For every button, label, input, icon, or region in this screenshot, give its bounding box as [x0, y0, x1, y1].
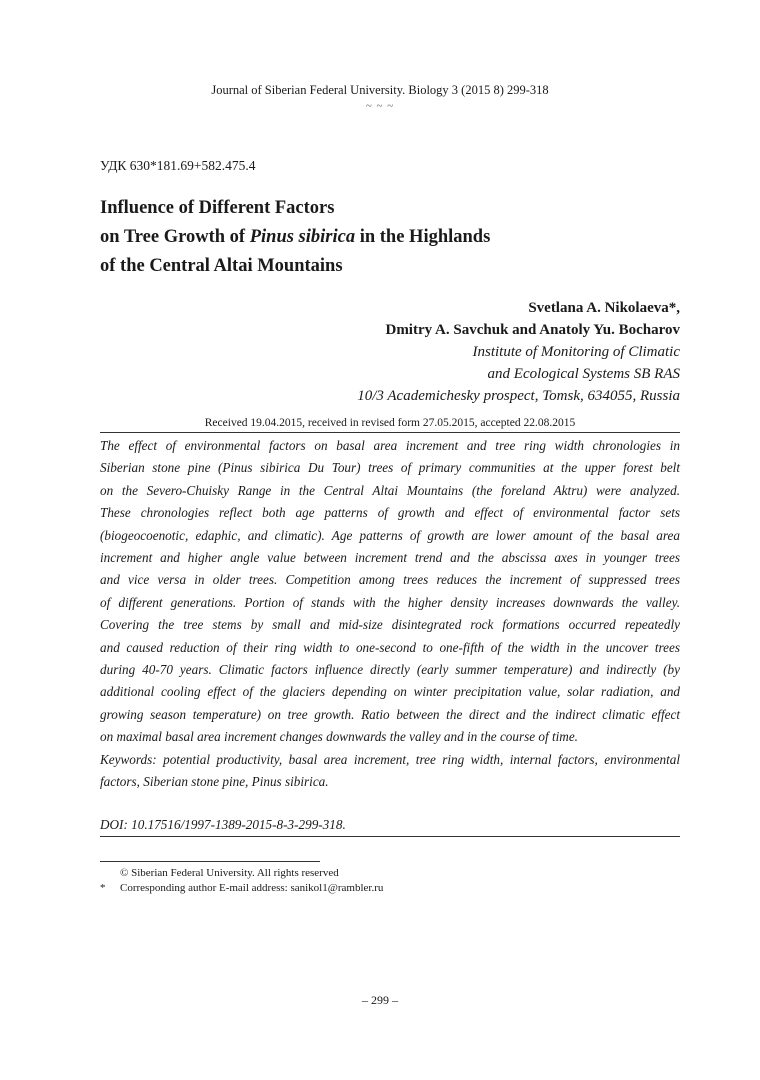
abstract-line: Covering the tree stems by small and mid-size disintegrated rock formations occurred repeatedly [100, 617, 680, 633]
doi: DOI: 10.17516/1997-1389-2015-8-3-299-318. [100, 817, 346, 832]
abstract-line: during 40-70 years. Climatic factors influence directly (early summer temperature) and indirectly (by [100, 662, 680, 678]
abstract-line: (biogeocoenotic, edaphic, and climatic). Age patterns of growth are lower amount of the basal area [100, 527, 680, 543]
keywords [100, 749, 680, 794]
title-line-2-post: in the Highlands [355, 227, 491, 247]
footnote-copyright [100, 866, 339, 880]
abstract-line: Siberian stone pine (Pinus sibirica Du Tour) trees of primary communities at the upper forest belt [100, 460, 680, 476]
title-line-3: of the Central Altai Mountains [100, 256, 343, 276]
corresponding-email[interactable]: Corresponding author E-mail address: sanikol1@rambler.ru [120, 882, 384, 894]
page-number: – 299 – [362, 993, 398, 1007]
abstract-top-rule [100, 432, 680, 433]
abstract-line: on the Severo-Chuisky Range in the Central Altai Mountains (the foreland Aktru) were analyzed. [100, 482, 680, 498]
authors-line-2: Dmitry A. Savchuk and Anatoly Yu. Bocharov [385, 322, 680, 338]
abstract-line: These chronologies reflect both age patterns of growth and effect of environmental factor sets [100, 505, 680, 521]
affiliation-address: 10/3 Academichesky prospect, Tomsk, 634055, Russia [357, 388, 680, 404]
copyright-text: © Siberian Federal University. All rights reserved [120, 867, 339, 879]
title-line-2 [100, 223, 680, 252]
author-block [120, 297, 680, 407]
article-title [100, 194, 680, 281]
title-line-2-pre: on Tree Growth of [100, 227, 250, 247]
title-line-1: Influence of Different Factors [100, 198, 335, 218]
keywords-line: factors, Siberian stone pine, Pinus sibirica. [100, 774, 329, 790]
title-species-name: Pinus sibirica [249, 227, 356, 247]
affiliation-line-1: Institute of Monitoring of Climatic [472, 344, 680, 360]
abstract-line: on maximal basal area increment changes downwards the valley and in the course of time. [100, 729, 578, 745]
abstract [100, 435, 680, 749]
footnote-corresponding [100, 881, 383, 895]
affiliation-line-2: and Ecological Systems SB RAS [487, 366, 680, 382]
footnote-rule [100, 861, 320, 862]
header-ornament: ~ ~ ~ [365, 100, 395, 112]
abstract-line: of different generations. Portion of stands with the higher density increases downwards the valley. [100, 594, 680, 610]
abstract-line: increment and higher angle value between increment trend and the abscissa axes in younger trees [100, 550, 680, 566]
abstract-line: additional cooling effect of the glaciers depending on winter precipitation value, solar radiation, and [100, 684, 680, 700]
udk-code: УДК 630*181.69+582.475.4 [100, 158, 256, 173]
abstract-line: growing season temperature) on tree growth. Ratio between the direct and the indirect climatic effect [100, 706, 680, 722]
abstract-line: and vice versa in older trees. Competition among trees reduces the increment of suppressed trees [100, 572, 680, 588]
abstract-line: The effect of environmental factors on basal area increment and tree ring width chronologies in [100, 438, 680, 453]
received-dates: Received 19.04.2015, received in revised form 27.05.2015, accepted 22.08.2015 [204, 417, 576, 429]
journal-header: Journal of Siberian Federal University. Biology 3 (2015 8) 299-318 [211, 83, 549, 97]
doi-bottom-rule [100, 836, 680, 837]
keywords-line: Keywords: potential productivity, basal area increment, tree ring width, internal factors, environmental [100, 752, 680, 767]
abstract-line: and caused reduction of their ring width to one-second to one-fifth of the width in the uncover trees [100, 639, 680, 655]
footnote-star: * [100, 882, 106, 894]
authors-line-1: Svetlana A. Nikolaeva*, [528, 300, 680, 316]
